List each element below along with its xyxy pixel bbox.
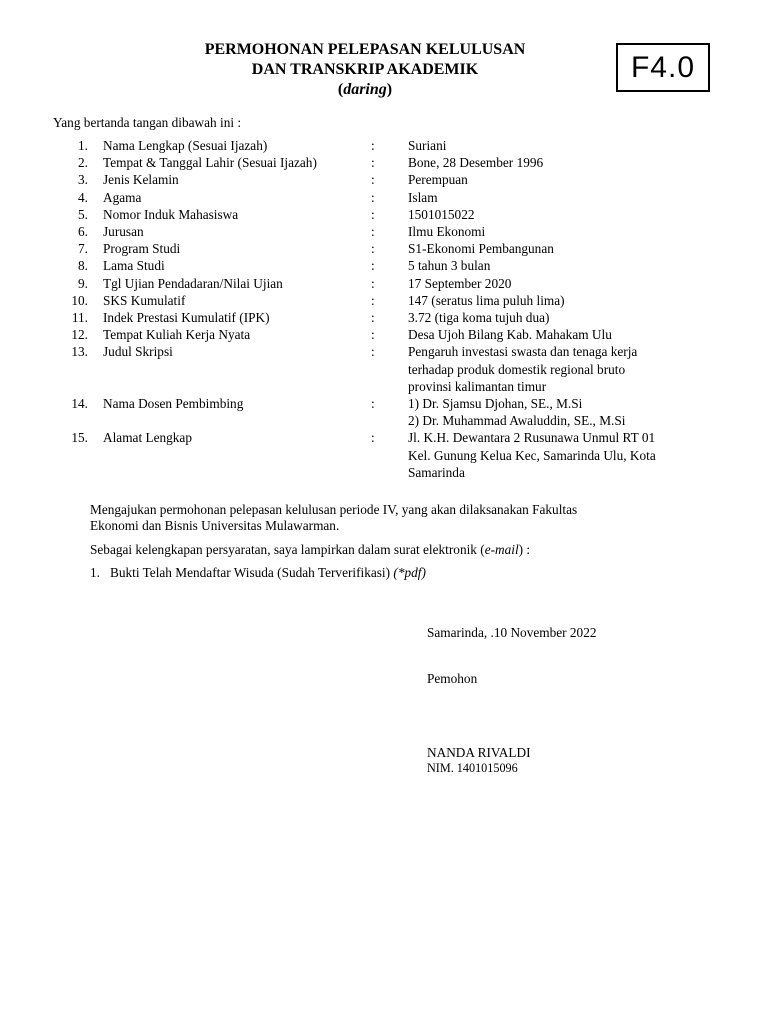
field-value-line: 3.72 (tiga koma tujuh dua) (408, 310, 550, 326)
field-number: 15. (71, 430, 88, 446)
signer-name: NANDA RIVALDI (427, 745, 531, 760)
field-value-line: 1501015022 (408, 206, 475, 222)
field-value-line: 17 September 2020 (408, 275, 512, 291)
field-value (408, 223, 696, 240)
title-line-2: DAN TRANSKRIP AKADEMIK (251, 61, 479, 78)
field-value (408, 343, 696, 395)
field-value-line: Islam (408, 189, 438, 205)
field-label: Lama Studi (103, 258, 165, 274)
field-value (408, 189, 696, 206)
field-colon: : (371, 310, 375, 326)
field-list (53, 137, 683, 481)
title-line-3: (daring) (337, 81, 393, 98)
field-value-line: provinsi kalimantan timur (408, 378, 547, 394)
field-value-line: Ilmu Ekonomi (408, 224, 486, 240)
field-colon: : (371, 292, 375, 308)
field-colon: : (371, 138, 375, 153)
field-label: Tempat & Tanggal Lahir (Sesuai Ijazah) (103, 155, 317, 171)
title-line-1: PERMOHONAN PELEPASAN KELULUSAN (204, 41, 526, 58)
request-paragraph: Mengajukan permohonan pelepasan kelulusan periode IV, yang akan dilaksanakan Fakultas Ekonomi dan Bisnis Universitas Mulawarman. (90, 502, 578, 533)
field-number: 5. (78, 206, 88, 222)
field-label: Nomor Induk Mahasiswa (103, 206, 239, 222)
field-value-line: 1) Dr. Sjamsu Djohan, SE., M.Si (408, 396, 583, 412)
field-value-line: Perempuan (408, 172, 468, 188)
field-row (53, 429, 683, 481)
field-row (53, 395, 683, 429)
field-value (408, 257, 696, 274)
field-label: Indek Prestasi Kumulatif (IPK) (103, 310, 270, 326)
field-number: 10. (71, 292, 88, 308)
field-number: 14. (71, 396, 88, 412)
intro-text: Yang bertanda tangan dibawah ini : (53, 115, 242, 130)
field-value (408, 206, 696, 223)
field-row (53, 240, 683, 257)
field-colon: : (371, 430, 375, 446)
field-colon: : (371, 327, 375, 343)
field-value (408, 326, 696, 343)
field-label: Nama Dosen Pembimbing (103, 396, 244, 412)
place-date: Samarinda, .10 November 2022 (427, 625, 597, 640)
signer-role: Pemohon (427, 671, 478, 686)
field-colon: : (371, 224, 375, 240)
field-number: 7. (78, 241, 88, 257)
field-value-line: Bone, 28 Desember 1996 (408, 155, 544, 171)
field-row (53, 257, 683, 274)
field-value-line: Desa Ujoh Bilang Kab. Mahakam Ulu (408, 327, 612, 343)
field-colon: : (371, 206, 375, 222)
field-label: Tgl Ujian Pendadaran/Nilai Ujian (103, 275, 283, 291)
field-number: 4. (78, 189, 88, 205)
attachment-paragraph: Sebagai kelengkapan persyaratan, saya lampirkan dalam surat elektronik (e-mail) : (90, 542, 531, 557)
field-value (408, 292, 696, 309)
field-colon: : (371, 344, 375, 360)
field-number: 1. (78, 138, 88, 153)
signer-nim: NIM. 1401015096 (427, 761, 518, 775)
field-label: Jenis Kelamin (103, 172, 179, 188)
field-number: 13. (71, 344, 88, 360)
attachment-item: 1. Bukti Telah Mendaftar Wisuda (Sudah Terverifikasi) (*pdf) (90, 565, 426, 580)
field-number: 6. (78, 224, 88, 240)
field-row (53, 275, 683, 292)
field-label: Alamat Lengkap (103, 430, 192, 446)
field-colon: : (371, 241, 375, 257)
field-label: SKS Kumulatif (103, 292, 186, 308)
field-label: Tempat Kuliah Kerja Nyata (103, 327, 251, 343)
field-label: Judul Skripsi (103, 344, 173, 360)
field-value-line: 2) Dr. Muhammad Awaluddin, SE., M.Si (408, 413, 626, 429)
field-row (53, 171, 683, 188)
field-value (408, 395, 696, 429)
document-title (140, 40, 590, 100)
field-value-line: Kel. Gunung Kelua Kec, Samarinda Ulu, Kota (408, 447, 656, 463)
field-value (408, 429, 696, 481)
field-label: Nama Lengkap (Sesuai Ijazah) (103, 138, 268, 153)
field-number: 11. (71, 310, 88, 326)
field-value (408, 240, 696, 257)
field-number: 3. (78, 172, 88, 188)
field-value-line: Samarinda (408, 464, 465, 480)
field-row (53, 154, 683, 171)
field-value (408, 171, 696, 188)
field-row (53, 343, 683, 395)
field-colon: : (371, 189, 375, 205)
field-value-line: Suriani (408, 138, 447, 153)
field-value-line: terhadap produk domestik regional bruto (408, 361, 626, 377)
field-number: 12. (71, 327, 88, 343)
field-row (53, 326, 683, 343)
field-label: Agama (103, 189, 142, 205)
field-value-line: S1-Ekonomi Pembangunan (408, 241, 554, 257)
field-row (53, 137, 683, 154)
field-row (53, 206, 683, 223)
form-code-box: F4.0 (616, 43, 710, 92)
field-row (53, 189, 683, 206)
field-row (53, 292, 683, 309)
field-value (408, 275, 696, 292)
field-value-line: Jl. K.H. Dewantara 2 Rusunawa Unmul RT 01 (408, 430, 656, 446)
field-value-line: 147 (seratus lima puluh lima) (408, 292, 565, 308)
field-number: 2. (78, 155, 88, 171)
field-row (53, 223, 683, 240)
field-colon: : (371, 258, 375, 274)
field-value (408, 137, 696, 154)
field-value (408, 154, 696, 171)
field-colon: : (371, 396, 375, 412)
field-colon: : (371, 172, 375, 188)
field-row (53, 309, 683, 326)
field-number: 8. (78, 258, 88, 274)
field-value (408, 309, 696, 326)
field-label: Jurusan (103, 224, 144, 240)
field-colon: : (371, 155, 375, 171)
field-value-line: Pengaruh investasi swasta dan tenaga kerja (408, 344, 638, 360)
field-value-line: 5 tahun 3 bulan (408, 258, 491, 274)
field-colon: : (371, 275, 375, 291)
field-label: Program Studi (103, 241, 181, 257)
field-number: 9. (78, 275, 88, 291)
